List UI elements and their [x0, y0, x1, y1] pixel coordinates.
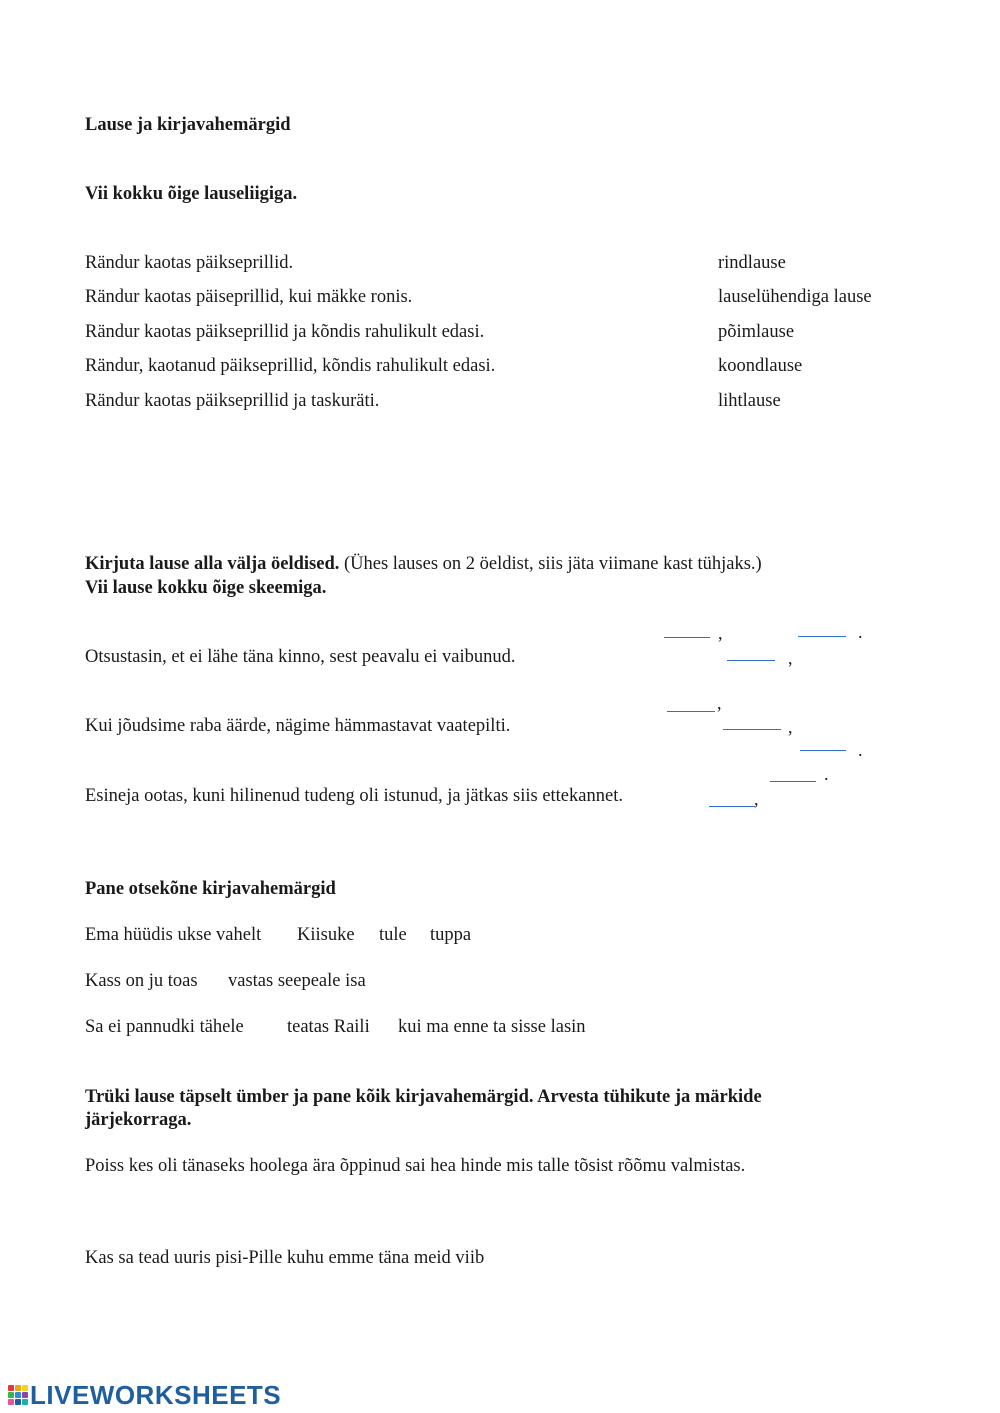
task3-heading: Pane otsekõne kirjavahemärgid [85, 879, 336, 899]
dialogue-segment: vastas seepeale isa [228, 971, 366, 991]
schema-blank[interactable] [798, 636, 846, 637]
logo-square [22, 1399, 28, 1405]
schema-blank[interactable] [667, 711, 715, 712]
dialogue-segment: kui ma enne ta sisse lasin [398, 1017, 586, 1037]
task1-sentence-type[interactable]: lihtlause [718, 391, 781, 411]
dialogue-segment: Ema hüüdis ukse vahelt [85, 925, 262, 945]
dialogue-segment: teatas Raili [287, 1017, 370, 1037]
dialogue-segment: tule [379, 925, 407, 945]
schema-blank[interactable] [800, 750, 846, 751]
task2-sentence[interactable]: Kui jõudsime raba äärde, nägime hämmastavat vaatepilti. [85, 716, 511, 736]
logo-square [8, 1385, 14, 1391]
task1-sentence[interactable]: Rändur kaotas päikseprillid. [85, 253, 294, 273]
task4-heading: Trüki lause täpselt ümber ja pane kõik kirjavahemärgid. Arvesta tühikute ja märkide järjekorraga. [85, 1087, 762, 1130]
page-title: Lause ja kirjavahemärgid [85, 115, 291, 135]
schema-blank[interactable] [770, 781, 816, 782]
schema-period: . [824, 764, 829, 784]
task1-sentence[interactable]: Rändur kaotas päikseprillid ja kõndis rahulikult edasi. [85, 322, 485, 342]
schema-blank[interactable] [723, 729, 781, 730]
schema-comma: , [754, 789, 759, 809]
schema-blank[interactable] [709, 806, 755, 807]
task2-heading-note: (Ühes lauses on 2 öeldist, siis jäta viimane kast tühjaks.) [339, 554, 762, 574]
task1-sentence[interactable]: Rändur, kaotanud päikseprillid, kõndis rahulikult edasi. [85, 356, 496, 376]
task2-heading-bold: Kirjuta lause alla välja öeldised. [85, 554, 340, 574]
liveworksheets-logo [8, 1382, 281, 1408]
schema-comma: , [788, 717, 793, 737]
dialogue-segment: Sa ei pannudki tähele [85, 1017, 244, 1037]
task4-sentence: Poiss kes oli tänaseks hoolega ära õppinud sai hea hinde mis talle tõsist rõõmu valmistas. [85, 1156, 746, 1176]
schema-period: . [858, 740, 863, 760]
task1-sentence[interactable]: Rändur kaotas päikseprillid ja taskuräti. [85, 391, 380, 411]
logo-text: LIVEWORKSHEETS [30, 1380, 282, 1410]
dialogue-segment: Kiisuke [297, 925, 355, 945]
schema-blank[interactable] [727, 660, 775, 661]
logo-square [15, 1385, 21, 1391]
schema-comma: , [718, 623, 723, 643]
dialogue-segment: Kass on ju toas [85, 971, 198, 991]
logo-square [8, 1399, 14, 1405]
schema-comma: , [717, 693, 722, 713]
task2-heading2: Vii lause kokku õige skeemiga. [85, 578, 327, 598]
logo-square [15, 1399, 21, 1405]
schema-period: . [858, 622, 863, 642]
task1-sentence-type[interactable]: rindlause [718, 253, 786, 273]
task2-heading [85, 553, 762, 575]
logo-square [15, 1392, 21, 1398]
task1-heading: Vii kokku õige lauseliigiga. [85, 184, 298, 204]
dialogue-segment: tuppa [430, 925, 472, 945]
logo-grid-icon [8, 1385, 28, 1405]
task4-sentence: Kas sa tead uuris pisi-Pille kuhu emme täna meid viib [85, 1248, 485, 1268]
task1-sentence-type[interactable]: põimlause [718, 322, 795, 342]
schema-blank[interactable] [664, 637, 710, 638]
schema-comma: , [788, 648, 793, 668]
task2-sentence[interactable]: Esineja ootas, kuni hilinenud tudeng oli istunud, ja jätkas siis ettekannet. [85, 786, 623, 806]
task2-sentence[interactable]: Otsustasin, et ei lähe täna kinno, sest peavalu ei vaibunud. [85, 647, 516, 667]
task1-sentence-type[interactable]: koondlause [718, 356, 803, 376]
logo-square [8, 1392, 14, 1398]
logo-square [22, 1392, 28, 1398]
logo-square [22, 1385, 28, 1391]
task1-sentence[interactable]: Rändur kaotas päiseprillid, kui mäkke ronis. [85, 287, 413, 307]
task1-sentence-type[interactable]: lauselühendiga lause [718, 287, 872, 307]
